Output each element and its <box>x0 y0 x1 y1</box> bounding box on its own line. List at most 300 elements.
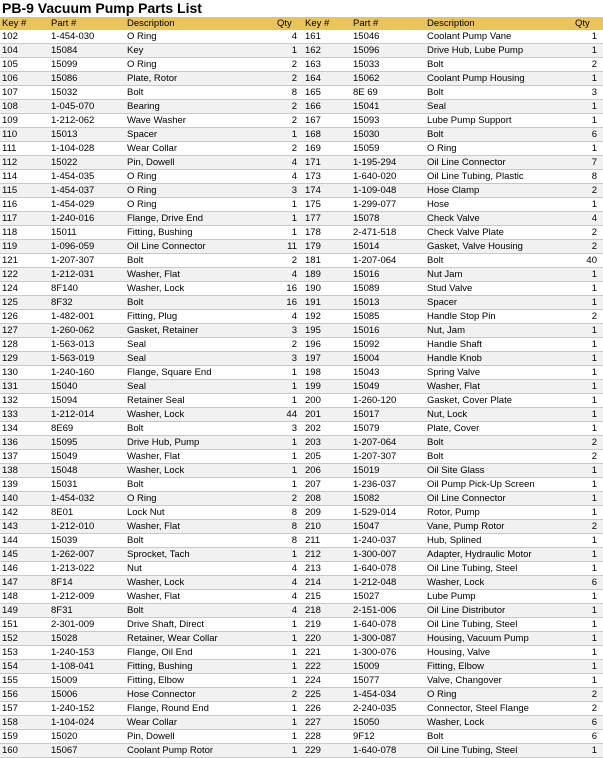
qty-cell: 1 <box>573 366 603 380</box>
part-cell: 1-212-062 <box>49 114 125 128</box>
table-row <box>0 674 603 688</box>
qty-cell: 8 <box>275 534 303 548</box>
table-row <box>0 240 603 254</box>
qty-cell: 1 <box>573 100 603 114</box>
table-row <box>0 282 603 296</box>
description-cell: Flange, Round End <box>125 702 275 716</box>
qty-cell: 8 <box>275 506 303 520</box>
part-cell: 1-454-029 <box>49 198 125 212</box>
description-cell: Wear Collar <box>125 142 275 156</box>
part-cell: 15009 <box>49 674 125 688</box>
description-cell: O Ring <box>125 184 275 198</box>
key-cell: 118 <box>0 226 49 240</box>
description-cell: Oil Line Tubing, Steel <box>425 562 573 576</box>
part-cell: 15049 <box>351 380 425 394</box>
qty-cell: 2 <box>573 184 603 198</box>
description-cell: O Ring <box>125 198 275 212</box>
part-cell: 15019 <box>351 464 425 478</box>
page-title: PB-9 Vacuum Pump Parts List <box>0 0 603 17</box>
qty-cell: 1 <box>275 128 303 142</box>
part-cell: 1-454-032 <box>49 492 125 506</box>
qty-cell: 1 <box>573 660 603 674</box>
part-cell: 8F31 <box>49 604 125 618</box>
key-cell: 157 <box>0 702 49 716</box>
key-cell: 112 <box>0 156 49 170</box>
qty-cell: 3 <box>275 422 303 436</box>
key-cell: 111 <box>0 142 49 156</box>
key-cell: 174 <box>303 184 351 198</box>
key-cell: 196 <box>303 338 351 352</box>
qty-cell: 1 <box>573 338 603 352</box>
description-cell: Washer, Flat <box>125 520 275 534</box>
description-cell: Pin, Dowell <box>125 156 275 170</box>
description-cell: Bolt <box>125 254 275 268</box>
qty-cell: 16 <box>275 296 303 310</box>
qty-cell: 16 <box>275 282 303 296</box>
qty-cell: 4 <box>275 310 303 324</box>
description-cell: Stud Valve <box>425 282 573 296</box>
table-row <box>0 184 603 198</box>
column-header-key-2: Key # <box>303 17 351 30</box>
description-cell: Oil Line Tubing, Plastic <box>425 170 573 184</box>
description-cell: Bolt <box>425 128 573 142</box>
description-cell: Oil Line Connector <box>125 240 275 254</box>
description-cell: Flange, Drive End <box>125 212 275 226</box>
description-cell: Coolant Pump Rotor <box>125 744 275 758</box>
qty-cell: 1 <box>573 422 603 436</box>
qty-cell: 2 <box>275 58 303 72</box>
description-cell: Bolt <box>425 436 573 450</box>
qty-cell: 1 <box>573 744 603 758</box>
description-cell: Bolt <box>425 450 573 464</box>
table-row <box>0 478 603 492</box>
table-row <box>0 730 603 744</box>
part-cell: 15030 <box>351 128 425 142</box>
key-cell: 199 <box>303 380 351 394</box>
key-cell: 221 <box>303 646 351 660</box>
part-cell: 15032 <box>49 86 125 100</box>
qty-cell: 2 <box>573 450 603 464</box>
table-row <box>0 352 603 366</box>
part-cell: 15016 <box>351 268 425 282</box>
part-cell: 15089 <box>351 282 425 296</box>
qty-cell: 8 <box>275 520 303 534</box>
qty-cell: 4 <box>275 156 303 170</box>
table-row <box>0 450 603 464</box>
part-cell: 15082 <box>351 492 425 506</box>
key-cell: 155 <box>0 674 49 688</box>
key-cell: 149 <box>0 604 49 618</box>
key-cell: 165 <box>303 86 351 100</box>
key-cell: 125 <box>0 296 49 310</box>
part-cell: 15049 <box>49 450 125 464</box>
description-cell: Washer, Lock <box>425 576 573 590</box>
column-header-part: Part # <box>49 17 125 30</box>
qty-cell: 1 <box>573 142 603 156</box>
description-cell: Adapter, Hydraulic Motor <box>425 548 573 562</box>
table-row <box>0 716 603 730</box>
key-cell: 104 <box>0 44 49 58</box>
key-cell: 161 <box>303 30 351 44</box>
qty-cell: 1 <box>573 198 603 212</box>
key-cell: 207 <box>303 478 351 492</box>
description-cell: Washer, Lock <box>125 576 275 590</box>
description-cell: Housing, Vacuum Pump <box>425 632 573 646</box>
description-cell: Bolt <box>125 534 275 548</box>
key-cell: 121 <box>0 254 49 268</box>
key-cell: 202 <box>303 422 351 436</box>
qty-cell: 1 <box>573 632 603 646</box>
description-cell: Plate, Rotor <box>125 72 275 86</box>
part-cell: 2-151-006 <box>351 604 425 618</box>
part-cell: 1-640-078 <box>351 618 425 632</box>
description-cell: Fitting, Bushing <box>125 660 275 674</box>
key-cell: 163 <box>303 58 351 72</box>
qty-cell: 2 <box>275 688 303 702</box>
column-header-key: Key # <box>0 17 49 30</box>
table-row <box>0 492 603 506</box>
part-cell: 15039 <box>49 534 125 548</box>
part-cell: 15014 <box>351 240 425 254</box>
key-cell: 129 <box>0 352 49 366</box>
description-cell: Hose <box>425 198 573 212</box>
key-cell: 131 <box>0 380 49 394</box>
description-cell: Seal <box>125 380 275 394</box>
part-cell: 1-104-024 <box>49 716 125 730</box>
key-cell: 177 <box>303 212 351 226</box>
description-cell: Bearing <box>125 100 275 114</box>
table-row <box>0 72 603 86</box>
table-row <box>0 338 603 352</box>
table-row <box>0 212 603 226</box>
part-cell: 1-045-070 <box>49 100 125 114</box>
key-cell: 220 <box>303 632 351 646</box>
table-row <box>0 618 603 632</box>
key-cell: 215 <box>303 590 351 604</box>
qty-cell: 1 <box>573 492 603 506</box>
qty-cell: 1 <box>573 534 603 548</box>
key-cell: 133 <box>0 408 49 422</box>
table-row <box>0 86 603 100</box>
key-cell: 158 <box>0 716 49 730</box>
part-cell: 15027 <box>351 590 425 604</box>
description-cell: Washer, Flat <box>425 380 573 394</box>
description-cell: Coolant Pump Vane <box>425 30 573 44</box>
part-cell: 15048 <box>49 464 125 478</box>
description-cell: Nut, Jam <box>425 324 573 338</box>
key-cell: 119 <box>0 240 49 254</box>
key-cell: 209 <box>303 506 351 520</box>
qty-cell: 1 <box>573 268 603 282</box>
table-row <box>0 142 603 156</box>
table-row <box>0 534 603 548</box>
qty-cell: 1 <box>275 212 303 226</box>
table-row <box>0 198 603 212</box>
key-cell: 191 <box>303 296 351 310</box>
part-cell: 1-300-076 <box>351 646 425 660</box>
key-cell: 212 <box>303 548 351 562</box>
part-cell: 15013 <box>49 128 125 142</box>
table-row <box>0 268 603 282</box>
qty-cell: 2 <box>573 436 603 450</box>
key-cell: 124 <box>0 282 49 296</box>
part-cell: 15086 <box>49 72 125 86</box>
table-row <box>0 660 603 674</box>
part-cell: 1-563-019 <box>49 352 125 366</box>
qty-cell: 2 <box>275 114 303 128</box>
qty-cell: 2 <box>275 338 303 352</box>
description-cell: Gasket, Cover Plate <box>425 394 573 408</box>
key-cell: 162 <box>303 44 351 58</box>
part-cell: 15093 <box>351 114 425 128</box>
key-cell: 198 <box>303 366 351 380</box>
qty-cell: 1 <box>275 632 303 646</box>
key-cell: 197 <box>303 352 351 366</box>
description-cell: O Ring <box>125 58 275 72</box>
description-cell: Check Valve <box>425 212 573 226</box>
key-cell: 173 <box>303 170 351 184</box>
description-cell: Drive Shaft, Direct <box>125 618 275 632</box>
column-header-qty: Qty <box>275 17 303 30</box>
description-cell: Bolt <box>125 604 275 618</box>
description-cell: Valve, Changover <box>425 674 573 688</box>
description-cell: O Ring <box>425 142 573 156</box>
part-cell: 1-260-120 <box>351 394 425 408</box>
qty-cell: 1 <box>573 394 603 408</box>
table-header-row <box>0 17 603 30</box>
part-cell: 1-299-077 <box>351 198 425 212</box>
description-cell: O Ring <box>125 30 275 44</box>
key-cell: 136 <box>0 436 49 450</box>
description-cell: Gasket, Retainer <box>125 324 275 338</box>
description-cell: Drive Hub, Lube Pump <box>425 44 573 58</box>
qty-cell: 3 <box>275 184 303 198</box>
key-cell: 219 <box>303 618 351 632</box>
part-cell: 15011 <box>49 226 125 240</box>
key-cell: 117 <box>0 212 49 226</box>
key-cell: 116 <box>0 198 49 212</box>
qty-cell: 4 <box>275 562 303 576</box>
key-cell: 102 <box>0 30 49 44</box>
qty-cell: 1 <box>275 674 303 688</box>
part-cell: 15079 <box>351 422 425 436</box>
key-cell: 211 <box>303 534 351 548</box>
description-cell: Fitting, Plug <box>125 310 275 324</box>
part-cell: 8E 69 <box>351 86 425 100</box>
part-cell: 1-207-307 <box>351 450 425 464</box>
part-cell: 15085 <box>351 310 425 324</box>
key-cell: 160 <box>0 744 49 758</box>
qty-cell: 2 <box>275 142 303 156</box>
qty-cell: 6 <box>573 128 603 142</box>
part-cell: 15041 <box>351 100 425 114</box>
part-cell: 8E01 <box>49 506 125 520</box>
part-cell: 1-212-010 <box>49 520 125 534</box>
key-cell: 109 <box>0 114 49 128</box>
qty-cell: 4 <box>275 576 303 590</box>
description-cell: Nut Jam <box>425 268 573 282</box>
key-cell: 226 <box>303 702 351 716</box>
part-cell: 15006 <box>49 688 125 702</box>
part-cell: 1-640-078 <box>351 562 425 576</box>
key-cell: 218 <box>303 604 351 618</box>
table-body <box>0 30 603 758</box>
key-cell: 114 <box>0 170 49 184</box>
description-cell: Bolt <box>425 730 573 744</box>
key-cell: 152 <box>0 632 49 646</box>
part-cell: 1-300-087 <box>351 632 425 646</box>
description-cell: Lube Pump <box>425 590 573 604</box>
part-cell: 8E69 <box>49 422 125 436</box>
key-cell: 206 <box>303 464 351 478</box>
description-cell: Connector, Steel Flange <box>425 702 573 716</box>
qty-cell: 1 <box>573 72 603 86</box>
description-cell: Retainer Seal <box>125 394 275 408</box>
key-cell: 190 <box>303 282 351 296</box>
table-row <box>0 156 603 170</box>
description-cell: Oil Line Connector <box>425 156 573 170</box>
key-cell: 146 <box>0 562 49 576</box>
qty-cell: 2 <box>573 226 603 240</box>
part-cell: 1-213-022 <box>49 562 125 576</box>
qty-cell: 4 <box>275 268 303 282</box>
key-cell: 214 <box>303 576 351 590</box>
table-row <box>0 366 603 380</box>
part-cell: 15094 <box>49 394 125 408</box>
key-cell: 142 <box>0 506 49 520</box>
key-cell: 107 <box>0 86 49 100</box>
key-cell: 213 <box>303 562 351 576</box>
part-cell: 15062 <box>351 72 425 86</box>
description-cell: O Ring <box>425 688 573 702</box>
part-cell: 9F12 <box>351 730 425 744</box>
description-cell: Nut <box>125 562 275 576</box>
part-cell: 1-212-014 <box>49 408 125 422</box>
part-cell: 15043 <box>351 366 425 380</box>
key-cell: 147 <box>0 576 49 590</box>
key-cell: 200 <box>303 394 351 408</box>
table-row <box>0 380 603 394</box>
description-cell: Lube Pump Support <box>425 114 573 128</box>
qty-cell: 1 <box>275 394 303 408</box>
part-cell: 1-240-016 <box>49 212 125 226</box>
key-cell: 144 <box>0 534 49 548</box>
qty-cell: 1 <box>573 478 603 492</box>
qty-cell: 1 <box>275 730 303 744</box>
qty-cell: 40 <box>573 254 603 268</box>
column-header-description-2: Description <box>425 17 573 30</box>
part-cell: 15047 <box>351 520 425 534</box>
part-cell: 15022 <box>49 156 125 170</box>
part-cell: 1-108-041 <box>49 660 125 674</box>
description-cell: Rotor, Pump <box>425 506 573 520</box>
part-cell: 15017 <box>351 408 425 422</box>
description-cell: Washer, Lock <box>125 408 275 422</box>
description-cell: Bolt <box>125 296 275 310</box>
qty-cell: 1 <box>573 408 603 422</box>
key-cell: 128 <box>0 338 49 352</box>
description-cell: Wear Collar <box>125 716 275 730</box>
part-cell: 1-212-009 <box>49 590 125 604</box>
part-cell: 1-529-014 <box>351 506 425 520</box>
qty-cell: 1 <box>573 590 603 604</box>
key-cell: 195 <box>303 324 351 338</box>
description-cell: Oil Site Glass <box>425 464 573 478</box>
key-cell: 171 <box>303 156 351 170</box>
description-cell: Spacer <box>125 128 275 142</box>
table-row <box>0 324 603 338</box>
qty-cell: 1 <box>275 744 303 758</box>
key-cell: 151 <box>0 618 49 632</box>
qty-cell: 1 <box>275 450 303 464</box>
description-cell: Nut, Lock <box>425 408 573 422</box>
part-cell: 1-096-059 <box>49 240 125 254</box>
key-cell: 224 <box>303 674 351 688</box>
qty-cell: 8 <box>573 170 603 184</box>
part-cell: 15033 <box>351 58 425 72</box>
qty-cell: 1 <box>573 548 603 562</box>
part-cell: 1-260-062 <box>49 324 125 338</box>
description-cell: Oil Line Tubing, Steel <box>425 744 573 758</box>
qty-cell: 2 <box>573 688 603 702</box>
description-cell: Sprocket, Tach <box>125 548 275 562</box>
key-cell: 175 <box>303 198 351 212</box>
qty-cell: 1 <box>275 44 303 58</box>
table-row <box>0 30 603 44</box>
description-cell: Check Valve Plate <box>425 226 573 240</box>
description-cell: Bolt <box>425 86 573 100</box>
table-row <box>0 562 603 576</box>
part-cell: 15040 <box>49 380 125 394</box>
qty-cell: 1 <box>275 464 303 478</box>
key-cell: 227 <box>303 716 351 730</box>
qty-cell: 4 <box>275 590 303 604</box>
key-cell: 106 <box>0 72 49 86</box>
qty-cell: 2 <box>275 72 303 86</box>
key-cell: 105 <box>0 58 49 72</box>
qty-cell: 4 <box>275 170 303 184</box>
key-cell: 179 <box>303 240 351 254</box>
key-cell: 132 <box>0 394 49 408</box>
table-row <box>0 170 603 184</box>
qty-cell: 1 <box>573 464 603 478</box>
description-cell: Washer, Lock <box>125 282 275 296</box>
description-cell: Washer, Lock <box>425 716 573 730</box>
column-header-description: Description <box>125 17 275 30</box>
table-row <box>0 296 603 310</box>
description-cell: Seal <box>425 100 573 114</box>
column-header-part-2: Part # <box>351 17 425 30</box>
part-cell: 15031 <box>49 478 125 492</box>
key-cell: 108 <box>0 100 49 114</box>
description-cell: Handle Stop Pin <box>425 310 573 324</box>
description-cell: Coolant Pump Housing <box>425 72 573 86</box>
qty-cell: 1 <box>275 702 303 716</box>
part-cell: 1-300-007 <box>351 548 425 562</box>
table-row <box>0 422 603 436</box>
key-cell: 115 <box>0 184 49 198</box>
description-cell: Gasket, Valve Housing <box>425 240 573 254</box>
qty-cell: 2 <box>573 58 603 72</box>
qty-cell: 11 <box>275 240 303 254</box>
description-cell: Fitting, Elbow <box>125 674 275 688</box>
key-cell: 138 <box>0 464 49 478</box>
key-cell: 156 <box>0 688 49 702</box>
description-cell: Vane, Pump Rotor <box>425 520 573 534</box>
table-row <box>0 226 603 240</box>
key-cell: 137 <box>0 450 49 464</box>
description-cell: Fitting, Elbow <box>425 660 573 674</box>
